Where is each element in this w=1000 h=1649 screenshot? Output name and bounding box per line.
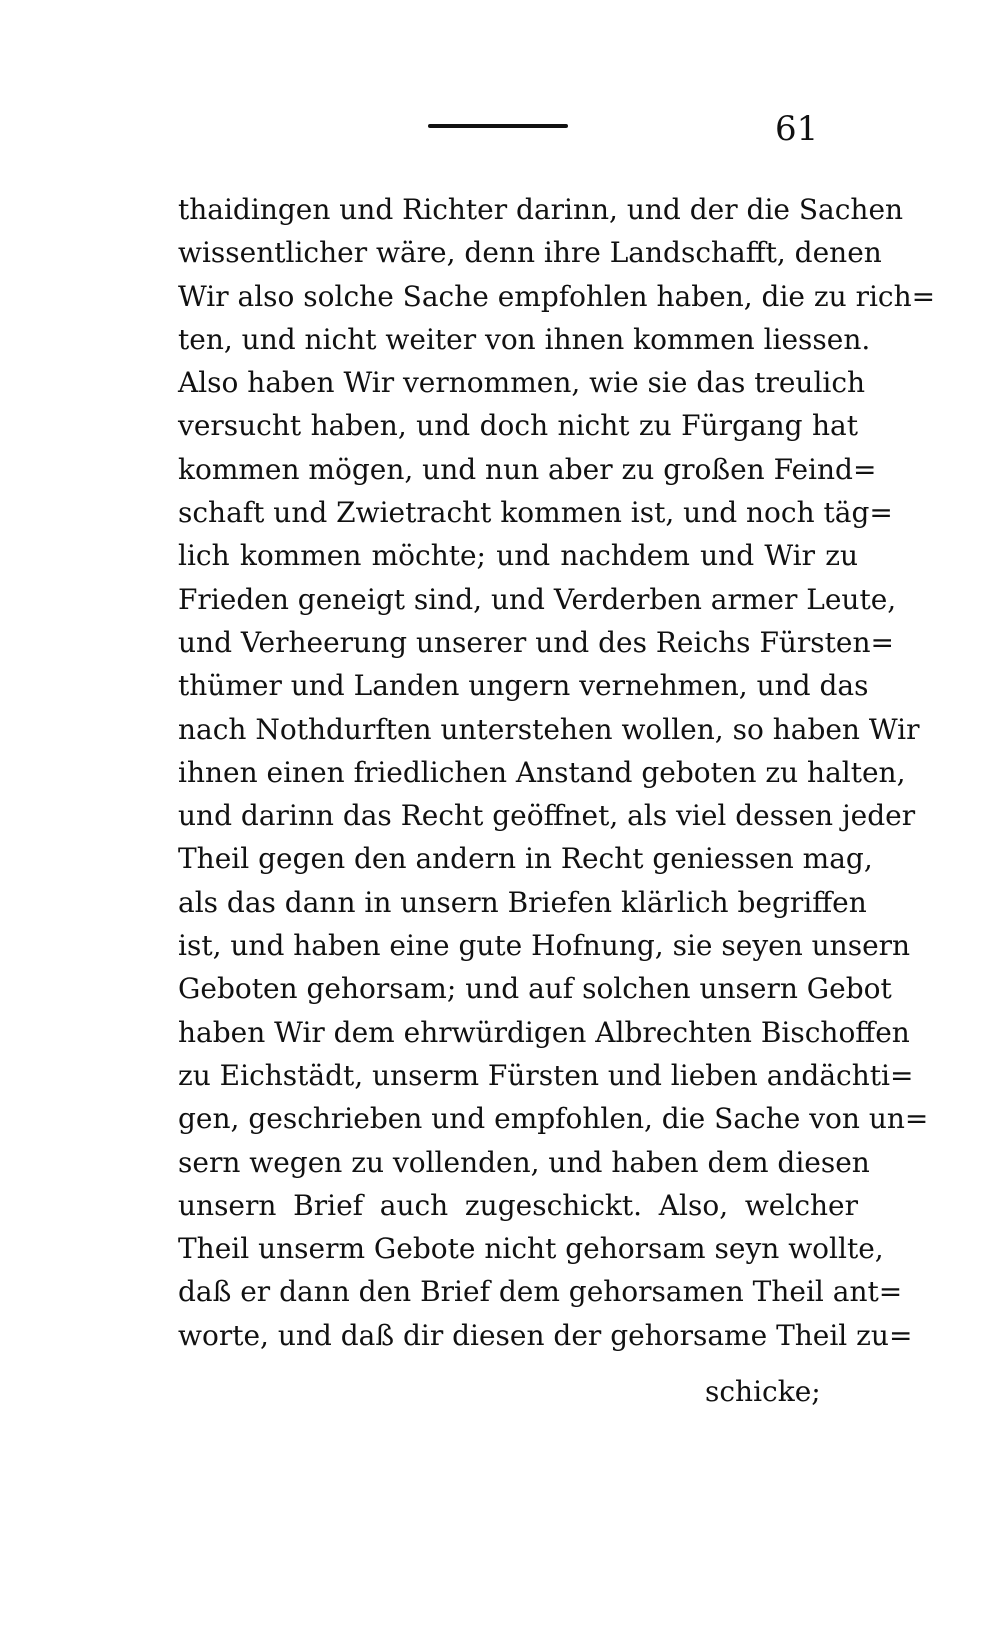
text-line: zu Eichstädt, unserm Fürsten und lieben andächti= bbox=[178, 1058, 914, 1092]
text-line: und darinn das Recht geöffnet, als viel dessen jeder bbox=[178, 799, 916, 833]
text-line: ten, und nicht weiter von ihnen kommen liessen. bbox=[178, 322, 871, 356]
catchword: schicke; bbox=[705, 1375, 821, 1408]
text-line: worte, und daß dir diesen der gehorsame Theil zu= bbox=[178, 1318, 913, 1352]
text-line: gen, geschrieben und empfohlen, die Sache von un= bbox=[178, 1102, 929, 1136]
text-line: Theil gegen den andern in Recht geniessen mag, bbox=[178, 842, 873, 876]
text-line: thümer und Landen ungern vernehmen, und das bbox=[178, 669, 869, 703]
text-line: Geboten gehorsam; und auf solchen unsern Gebot bbox=[178, 972, 892, 1006]
text-line: nach Nothdurften unterstehen wollen, so haben Wir bbox=[178, 712, 920, 746]
text-line: lich kommen möchte; und nachdem und Wir zu bbox=[178, 539, 858, 573]
text-line: ist, und haben eine gute Hofnung, sie seyen unsern bbox=[178, 929, 911, 963]
text-line: kommen mögen, und nun aber zu großen Feind= bbox=[178, 452, 877, 486]
header-rule bbox=[428, 124, 568, 128]
text-line: als das dann in unsern Briefen klärlich begriffen bbox=[178, 885, 867, 919]
text-line: versucht haben, und doch nicht zu Fürgang hat bbox=[178, 409, 858, 443]
text-line: ihnen einen friedlichen Anstand geboten zu halten, bbox=[178, 755, 906, 789]
text-line: Wir also solche Sache empfohlen haben, die zu rich= bbox=[178, 279, 936, 313]
text-line: haben Wir dem ehrwürdigen Albrechten Bischoffen bbox=[178, 1015, 910, 1049]
text-line: Frieden geneigt sind, und Verderben armer Leute, bbox=[178, 582, 897, 616]
page-number: 61 bbox=[775, 109, 819, 149]
text-line: schaft und Zwietracht kommen ist, und noch täg= bbox=[178, 496, 893, 530]
text-line: wissentlicher wäre, denn ihre Landschafft, denen bbox=[178, 236, 882, 270]
text-line: daß er dann den Brief dem gehorsamen Theil ant= bbox=[178, 1275, 903, 1309]
text-line: und Verheerung unserer und des Reichs Fürsten= bbox=[178, 625, 894, 659]
text-line: unsern Brief auch zugeschickt. Also, welcher bbox=[178, 1188, 858, 1222]
body-text bbox=[178, 188, 936, 1357]
text-line: sern wegen zu vollenden, und haben dem diesen bbox=[178, 1145, 870, 1179]
text-line: Also haben Wir vernommen, wie sie das treulich bbox=[178, 366, 866, 400]
text-line: Theil unserm Gebote nicht gehorsam seyn wollte, bbox=[178, 1232, 884, 1266]
text-line: thaidingen und Richter darinn, und der die Sachen bbox=[178, 193, 904, 226]
